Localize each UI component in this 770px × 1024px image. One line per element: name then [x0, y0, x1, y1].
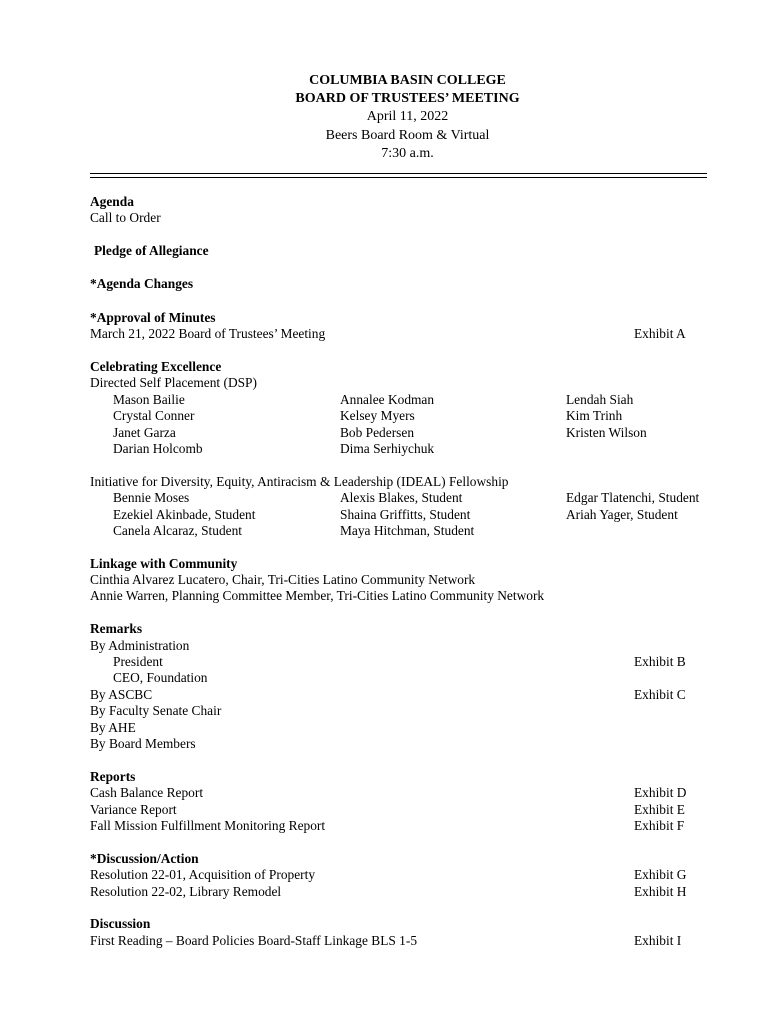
- exhibit-label: Exhibit F: [634, 817, 685, 833]
- name-row: [90, 425, 707, 441]
- name-cell: Darian Holcomb: [113, 440, 203, 456]
- exhibit-label: Exhibit D: [634, 785, 687, 801]
- name-cell: Maya Hitchman, Student: [340, 522, 475, 538]
- name-cell: Edgar Tlatenchi, Student: [566, 490, 700, 506]
- document-header: [0, 72, 770, 163]
- name-cell: Bennie Moses: [113, 490, 190, 506]
- meeting-title: BOARD OF TRUSTEES’ MEETING: [295, 91, 520, 107]
- name-cell: Ezekiel Akinbade, Student: [113, 506, 256, 522]
- linkage-heading: Linkage with Community: [90, 555, 238, 571]
- resolution-label: Resolution 22-02, Library Remodel: [90, 883, 282, 899]
- agenda-changes: *Agenda Changes: [90, 275, 194, 291]
- name-row: [90, 441, 707, 457]
- remarks-president: [90, 654, 707, 670]
- name-cell: Crystal Conner: [113, 408, 195, 424]
- report-label: Variance Report: [90, 801, 177, 817]
- name-cell: Alexis Blakes, Student: [340, 490, 463, 506]
- linkage-item: Annie Warren, Planning Committee Member, Tri-Cities Latino Community Network: [90, 588, 545, 604]
- discussion-label: First Reading – Board Policies Board-Staff Linkage BLS 1-5: [90, 932, 418, 948]
- approval-heading: *Approval of Minutes: [90, 309, 216, 325]
- college-name: COLUMBIA BASIN COLLEGE: [309, 73, 506, 88]
- header-divider-top: [90, 173, 707, 174]
- name-cell: Kristen Wilson: [566, 424, 647, 440]
- name-cell: Mason Bailie: [113, 391, 185, 407]
- report-item: [90, 785, 707, 801]
- meeting-location: Beers Board Room & Virtual: [325, 127, 490, 143]
- agenda-heading: Agenda: [90, 194, 134, 209]
- name-cell: Kim Trinh: [566, 408, 623, 424]
- dsp-names: [90, 392, 707, 458]
- report-label: Cash Balance Report: [90, 785, 204, 801]
- agenda-body: [90, 194, 707, 949]
- remarks-president-label: President: [113, 654, 163, 670]
- discussion-heading: Discussion: [90, 916, 151, 932]
- name-cell: Canela Alcaraz, Student: [113, 522, 243, 538]
- name-cell: Annalee Kodman: [340, 391, 435, 407]
- remarks-by-administration: By Administration: [90, 637, 190, 653]
- resolution-item: [90, 884, 707, 900]
- name-row: [90, 408, 707, 424]
- remarks-board-members: By Board Members: [90, 736, 196, 751]
- report-label: Fall Mission Fulfillment Monitoring Report: [90, 817, 326, 833]
- pledge-of-allegiance: Pledge of Allegiance: [94, 243, 209, 259]
- name-cell: Kelsey Myers: [340, 408, 415, 424]
- remarks-ahe: By AHE: [90, 719, 136, 735]
- exhibit-label: Exhibit H: [634, 883, 687, 899]
- celebrating-heading: Celebrating Excellence: [90, 359, 222, 375]
- header-divider-bottom: [90, 177, 707, 178]
- name-cell: Janet Garza: [113, 424, 176, 440]
- meeting-time: 7:30 a.m.: [381, 145, 434, 161]
- approval-item: [90, 326, 707, 342]
- resolution-item: [90, 867, 707, 883]
- approval-item-label: March 21, 2022 Board of Trustees’ Meeting: [90, 326, 326, 342]
- resolution-label: Resolution 22-01, Acquisition of Property: [90, 867, 316, 883]
- name-cell: Ariah Yager, Student: [566, 506, 678, 522]
- name-cell: Bob Pedersen: [340, 424, 415, 440]
- dsp-heading: Directed Self Placement (DSP): [90, 375, 257, 391]
- report-item: [90, 818, 707, 834]
- name-cell: Lendah Siah: [566, 391, 634, 407]
- exhibit-label: Exhibit I: [634, 932, 682, 948]
- report-item: [90, 802, 707, 818]
- ideal-names: [90, 490, 707, 539]
- name-cell: Dima Serhiychuk: [340, 440, 435, 456]
- name-row: [90, 523, 707, 539]
- name-cell: Shaina Griffitts, Student: [340, 506, 471, 522]
- remarks-ceo-foundation: CEO, Foundation: [113, 670, 208, 686]
- remarks-ascbc-label: By ASCBC: [90, 686, 153, 702]
- exhibit-label: Exhibit A: [634, 326, 686, 342]
- discussion-item: [90, 933, 707, 949]
- exhibit-label: Exhibit G: [634, 867, 687, 883]
- exhibit-label: Exhibit B: [634, 654, 686, 670]
- ideal-heading: Initiative for Diversity, Equity, Antiracism & Leadership (IDEAL) Fellowship: [90, 473, 509, 489]
- discussion-action-heading: *Discussion/Action: [90, 850, 199, 866]
- name-row: [90, 490, 707, 506]
- linkage-item: Cinthia Alvarez Lucatero, Chair, Tri-Cities Latino Community Network: [90, 572, 476, 588]
- reports-heading: Reports: [90, 768, 136, 784]
- exhibit-label: Exhibit E: [634, 801, 685, 817]
- remarks-faculty-senate: By Faculty Senate Chair: [90, 703, 222, 719]
- call-to-order: Call to Order: [90, 210, 161, 226]
- remarks-heading: Remarks: [90, 621, 143, 637]
- name-row: [90, 507, 707, 523]
- meeting-date: April 11, 2022: [366, 109, 449, 125]
- exhibit-label: Exhibit C: [634, 686, 686, 702]
- remarks-ascbc: [90, 687, 707, 703]
- name-row: [90, 392, 707, 408]
